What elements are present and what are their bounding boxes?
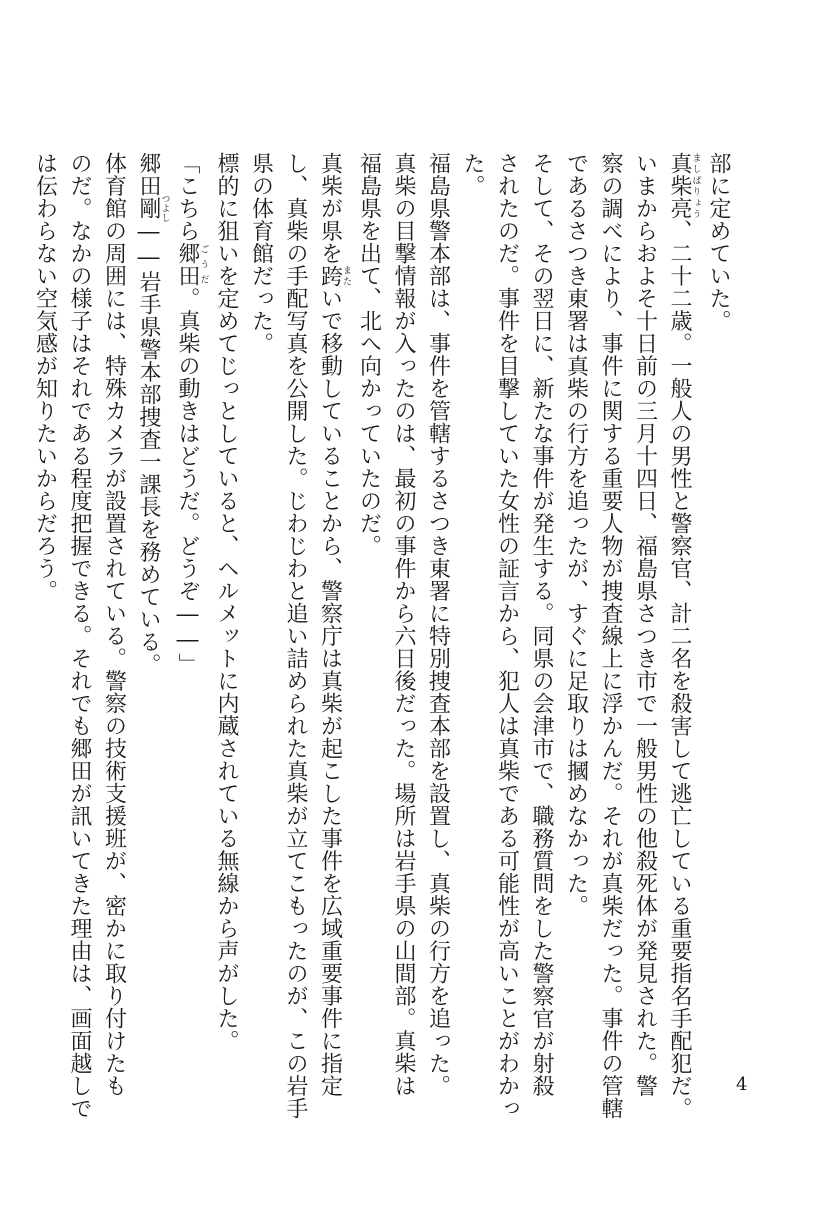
text-line: 標的に狙いを定めてじっとしていると、ヘルメットに内蔵されている無線から声がした。 — [214, 152, 239, 1052]
text-line: 郷田剛つよし――岩手県警本部捜査一課長を務めている。 — [136, 152, 170, 676]
text-line: 察の調べにより、事件に関する重要人物が捜査線上に浮かんだ。それが真柴だった。事件の管轄 — [598, 152, 623, 1120]
text-line: そして、その翌日に、新たな事件が発生する。同県の会津市で、職務質問をした警察官が射殺 — [529, 152, 554, 1097]
text-line: のだ。なかの様子はそれである程度把握できる。それでも郷田が訊いてきた理由は、画面越しで — [67, 152, 92, 1120]
text-line: いまからおよそ十日前の三月十四日、福島県さつき市で一般男性の他殺死体が発見された。警 — [632, 152, 658, 1097]
text-line: 体育館の周囲には、特殊カメラが設置されている。警察の技術支援班が、密かに取り付けたも — [101, 152, 127, 1097]
text-line: 真柴が県を跨またいで移動していることから、警察庁は真柴が起こした事件を広域重要事件に指定 — [317, 152, 351, 1097]
text-line: 真柴の目撃情報が入ったのは、最初の事件から六日後だった。場所は岩手県の山間部。真柴は — [391, 152, 416, 1097]
ruby-annotation: 跨また — [317, 264, 351, 287]
body-text — [32, 152, 735, 1120]
ruby-annotation: 剛つよし — [136, 194, 170, 223]
text-line: であるさつき東署は真柴の行方を追ったが、すぐに足取りは摑めなかった。 — [563, 152, 589, 917]
text-line: 福島県を出て、北へ向かっていたのだ。 — [356, 152, 382, 557]
text-line: は伝わらない空気感が知りたいからだろう。 — [32, 152, 58, 602]
text-line: 福島県警本部は、事件を管轄するさつき東署に特別捜査本部を設置し、真柴の行方を追った。 — [425, 152, 451, 1097]
text-line: 部に定めていた。 — [706, 152, 731, 332]
text-line: た。 — [460, 152, 485, 197]
text-line: されたのだ。事件を目撃していた女性の証言から、犯人は真柴である可能性が高いことがわかっ — [494, 152, 520, 1120]
text-line: 「こちら郷田ごうだ。真柴の動きはどうだ。どうぞ――」 — [175, 152, 209, 676]
page-number: 4 — [736, 1074, 748, 1095]
ruby-annotation: 郷田ごうだ — [175, 242, 209, 287]
text-line: 県の体育館だった。 — [248, 152, 274, 355]
text-line: し、真柴の手配写真を公開した。じわじわと追い詰められた真柴が立てこもったのが、この岩手 — [283, 152, 308, 1120]
ruby-annotation: 真柴亮ましばりょう — [667, 152, 701, 220]
text-line: 真柴亮ましばりょう、二十二歳。一般人の男性と警察官、計二名を殺害して逃亡している重要指名手配犯だ。 — [667, 152, 701, 1120]
